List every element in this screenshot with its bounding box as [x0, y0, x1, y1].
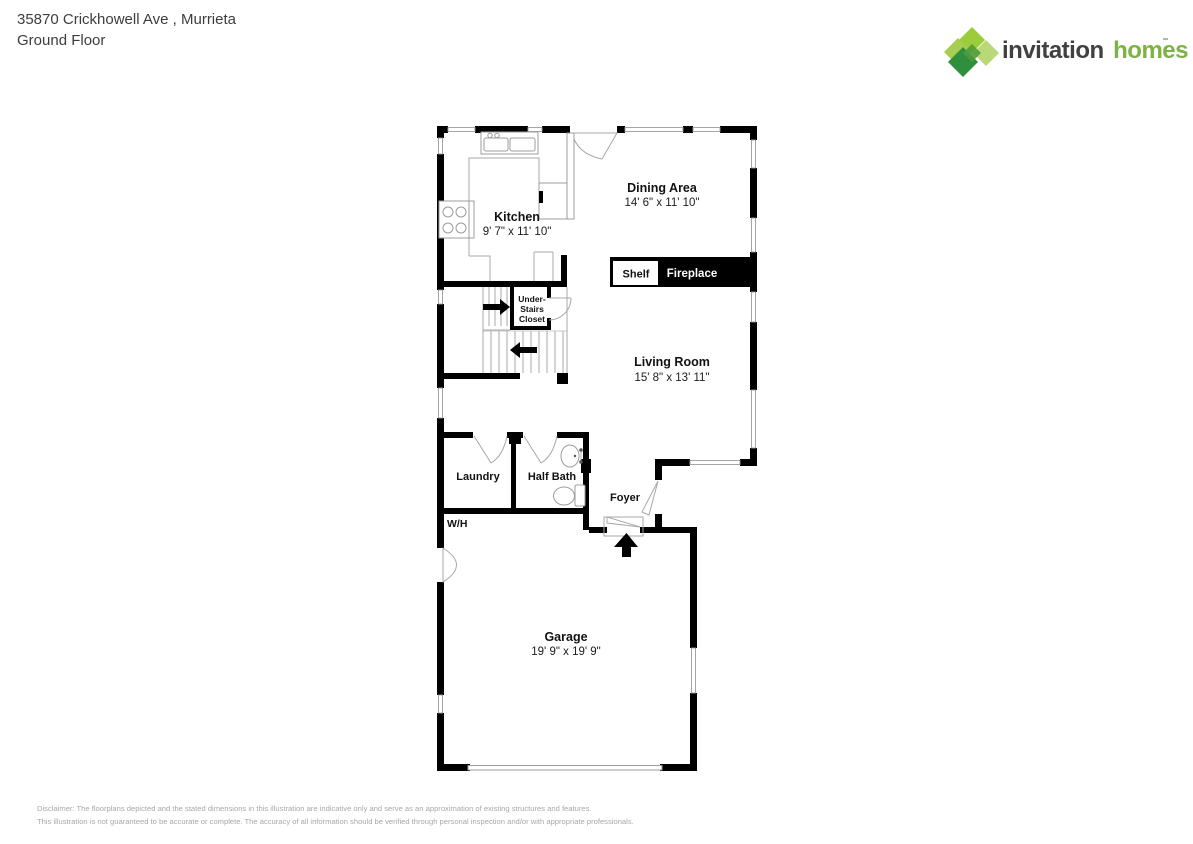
room-dims-living: 15' 8" x 13' 11" — [634, 372, 710, 384]
garage-vehicle-door — [468, 766, 662, 771]
svg-text:Closet: Closet — [519, 314, 545, 324]
dining-door — [572, 133, 617, 159]
kitchen-counter-return — [539, 183, 567, 219]
water-heater-label: W/H — [447, 518, 468, 530]
walls — [437, 126, 757, 771]
stairs-up-arrow — [483, 299, 510, 315]
room-label-foyer: Foyer — [610, 492, 640, 504]
kitchen-peninsula-counter — [567, 133, 574, 219]
room-dims-kitchen: 9' 7" x 11' 10" — [482, 226, 552, 238]
windows — [439, 128, 756, 714]
room-label-laundry: Laundry — [456, 471, 500, 483]
floor-title: Ground Floor — [17, 32, 106, 49]
shelf-label: Shelf — [622, 268, 650, 281]
understairs-closet-label — [518, 294, 546, 324]
room-label-half-bath: Half Bath — [527, 471, 577, 483]
room-dims-garage: 19' 9" x 19' 9" — [531, 646, 601, 658]
disclaimer-block — [37, 802, 634, 828]
invitation-homes-logo-icon — [944, 27, 999, 77]
toilet-icon — [554, 485, 586, 506]
fireplace-block — [610, 257, 750, 287]
room-label-garage: Garage — [544, 630, 588, 644]
property-address: 35870 Crickhowell Ave , Murrieta — [17, 11, 236, 28]
room-labels — [447, 181, 710, 658]
kitchen-fixtures — [439, 132, 574, 281]
logo-wordmark — [1002, 37, 1188, 64]
disclaimer-line-2: This illustration is not guaranteed to be accurate or complete. The accuracy of all information should be verified through personal inspection and/or with appropriate professionals. — [37, 817, 634, 826]
svg-text:Stairs: Stairs — [520, 304, 544, 314]
disclaimer-line-1: Disclaimer: The floorplans depicted and the stated dimensions in this illustration are indicative only and serve as an approximation of existing structures and features. — [37, 804, 592, 813]
room-label-dining: Dining Area — [627, 181, 697, 195]
kitchen-sink-icon — [481, 132, 538, 154]
room-label-living: Living Room — [634, 355, 710, 369]
entry-arrow — [614, 533, 638, 557]
garage-side-door — [443, 548, 457, 582]
stove-icon — [439, 201, 474, 238]
foyer-side-door — [642, 481, 658, 515]
room-dims-dining: 14' 6" x 11' 10" — [624, 197, 700, 209]
svg-text:Under-: Under- — [518, 294, 546, 304]
logo-word-homes: homes — [1113, 37, 1188, 64]
front-door — [604, 517, 643, 536]
logo-word-invitation: invitation — [1002, 37, 1104, 64]
doors — [443, 133, 662, 770]
half-bath-door — [524, 436, 557, 463]
fireplace-label: Fireplace — [666, 268, 718, 280]
laundry-door — [474, 436, 507, 463]
room-label-kitchen: Kitchen — [494, 210, 540, 224]
bathroom-sink-icon — [561, 445, 583, 467]
closet-door — [549, 298, 571, 320]
